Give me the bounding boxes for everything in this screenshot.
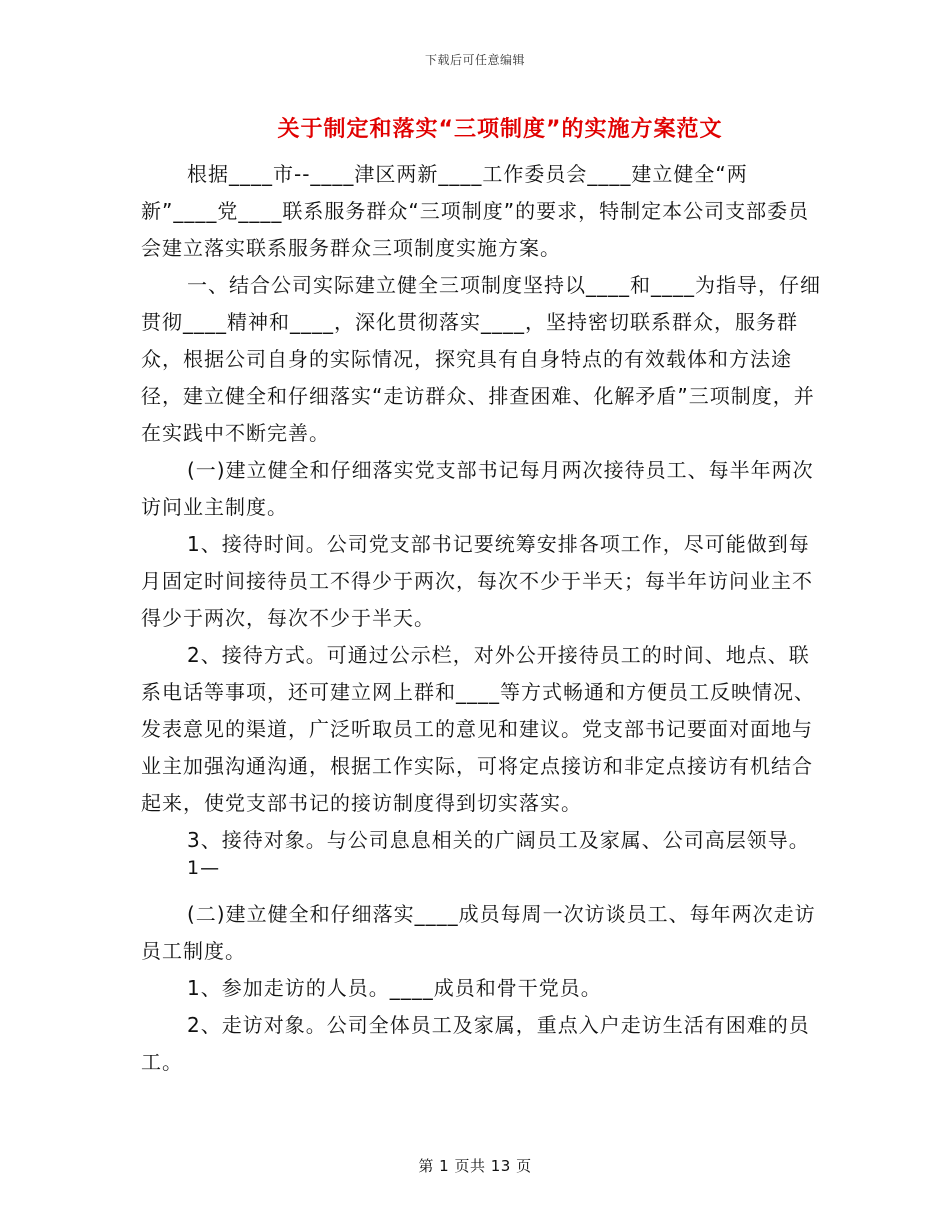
- paragraph-subsection-2: (二)建立健全和仔细落实____成员每周一次访谈员工、每年两次走访员工制度。: [141, 902, 816, 963]
- paragraph-subsection-1: (一)建立健全和仔细落实党支部书记每月两次接待员工、每半年两次访问业主制度。: [141, 458, 814, 519]
- document-body: [141, 156, 821, 1081]
- paragraph-item-reception-time: 1、接待时间。公司党支部书记要统筹安排各项工作，尽可能做到每月固定时间接待员工不得少于两次，每次不少于半天；每半年访问业主不得少于两次，每次不少于半天。: [141, 532, 813, 630]
- paragraph-intro: 根据____市--____津区两新____工作委员会____建立健全“两新”____党____联系服务群众“三项制度”的要求，特制定本公司支部委员会建立落实联系服务群众三项制度实施方案。: [141, 162, 810, 260]
- header-note: 下载后可任意编辑: [424, 53, 525, 67]
- paragraph-item-visitors: 1、参加走访的人员。____成员和骨干党员。: [187, 976, 602, 1000]
- page-footer: 第 1 页共 13 页: [418, 1157, 532, 1175]
- page-marker: 1—: [187, 857, 221, 879]
- paragraph-item-reception-target: 3、接待对象。与公司息息相关的广阔员工及家属、公司高层领导。: [187, 828, 810, 852]
- paragraph-item-visit-targets: 2、走访对象。公司全体员工及家属，重点入户走访生活有困难的员工。: [141, 1013, 810, 1074]
- page-marker-spacer: [141, 859, 821, 896]
- paragraph-section-1: 一、结合公司实际建立健全三项制度坚持以____和____为指导，仔细贯彻____精神和____，深化贯彻落实____，坚持密切联系群众，服务群众，根据公司自身的实际情况，探究具有自身特点的有效载体和方法途径，建立健全和仔细落实“走访群众、排查困难、化解矛盾”三项制度，并在实践中不断完善。: [141, 273, 821, 445]
- paragraph-item-reception-method: 2、接待方式。可通过公示栏，对外公开接待员工的时间、地点、联系电话等事项，还可建立网上群和____等方式畅通和方便员工反映情况、发表意见的渠道，广泛听取员工的意见和建议。党支部书记要面对面地与业主加强沟通沟通，根据工作实际，可将定点接访和非定点接访有机结合起来，使党支部书记的接访制度得到切实落实。: [141, 643, 815, 815]
- document-title: 关于制定和落实“三项制度”的实施方案范文: [277, 117, 723, 142]
